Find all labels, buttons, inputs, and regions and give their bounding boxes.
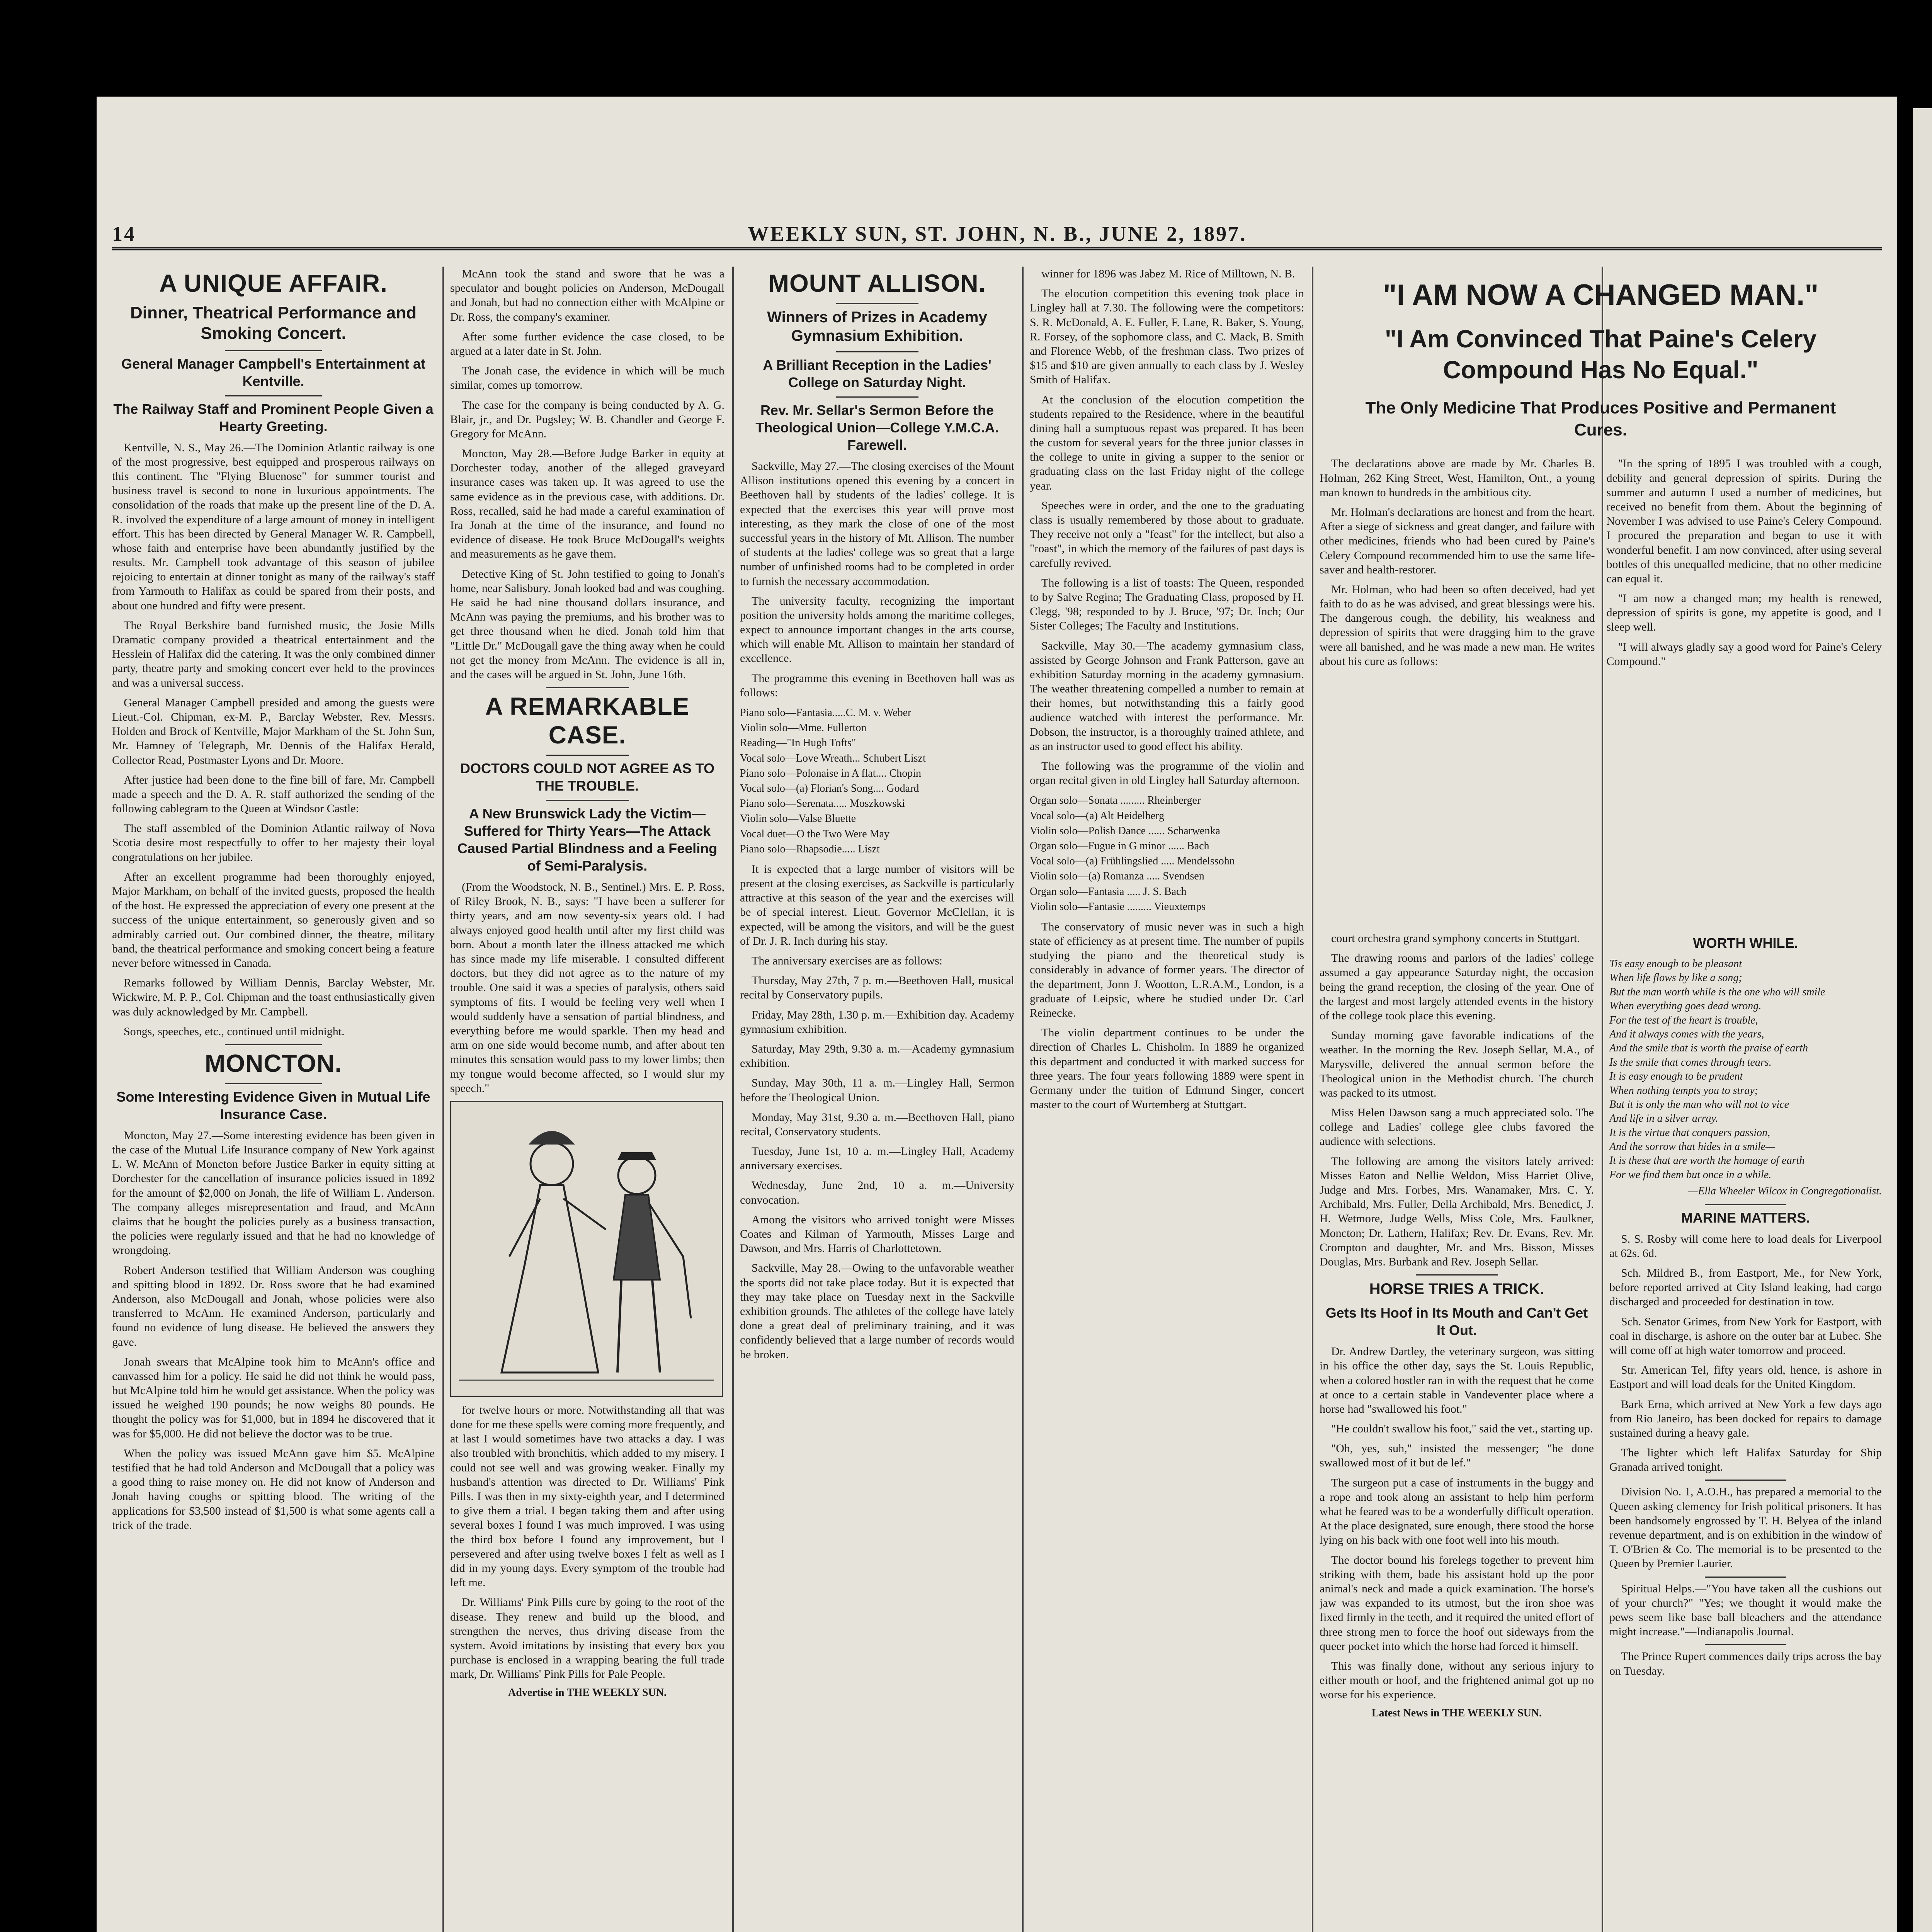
divider xyxy=(546,800,629,801)
article-paragraph: Str. American Tel, fifty years old, hence, is ashore in Eastport and will load deals for the United Kingdom. xyxy=(1609,1364,1882,1391)
poem-line: It is the virtue that conquers passion, xyxy=(1609,1126,1770,1139)
column-5 xyxy=(1320,931,1594,1932)
masthead xyxy=(112,220,1882,250)
column-divider xyxy=(1312,267,1313,1932)
schedule-list xyxy=(740,973,1014,1207)
article-paragraph: It is expected that a large number of visitors will be present at the closing exercises, as Sackville is particularly attractive at this season of the year and the exercises will be of special interest. Lieut. Governor McClellan, it is expected, will be among the visitors, and will be the guest of Dr. J. R. Inch during his stay. xyxy=(740,862,1014,947)
article-paragraph: The university faculty, recognizing the important position the university holds among the maritime colleges, expect to announce important changes in the arts course, which will enable Mt. Allison to maintain her standard of excellence. xyxy=(740,594,1014,665)
article-paragraph: Detective King of St. John testified to going to Jonah's home, near Salisbury. Jonah looked bad and was coughing. He said he had nine thousand dollars insurance, and McAnn was paying the premiums, and his brother was to get three thousand when he died. Jonah told him that "Little Dr." McDougall gave the thing away when he could not get the money from McAnn. The evidence is all in, and the cases will be argued in St. John, June 16th. xyxy=(450,567,724,681)
article-paragraph: Sackville, May 27.—The closing exercises of the Mount Allison institutions opened this evening by a concert in Beethoven hall by students of the ladies' college. It is expected that the exercises this year will prove most interesting, as they mark the close of one of the most successful years in the history of Mt. Allison. The number of students at the ladies' college was so great that a large number of unfinished rooms had to be completed in order to furnish the necessary accommodation. xyxy=(740,460,1014,588)
programme-item: Organ solo—Fantasia ..... J. S. Bach xyxy=(1030,885,1187,898)
article-paragraph: Division No. 1, A.O.H., has prepared a memorial to the Queen asking clemency for Irish political prisoners. It has been handsomely engrossed by T. H. Belyea of the inland revenue department, and is on exhibition in the window of T. O'Brien & Co. The memorial is to be presented to the Queen by Premier Laurier. xyxy=(1609,1485,1882,1570)
article-paragraph: winner for 1896 was Jabez M. Rice of Milltown, N. B. xyxy=(1041,267,1295,280)
divider xyxy=(836,351,918,352)
divider xyxy=(1705,1480,1787,1481)
programme-item: Piano solo—Fantasia.....C. M. v. Weber xyxy=(740,707,912,719)
subhead: Some Interesting Evidence Given in Mutual Life Insurance Case. xyxy=(116,1088,430,1122)
poem-line: But the man worth while is the one who will smile xyxy=(1609,986,1825,998)
article-paragraph: Kentville, N. S., May 26.—The Dominion Atlantic railway is one of the most progressive, best equipped and prosperous railways on this continent. The "Flying Bluenose" for summer tourist and business travel is second to none in luxurious appointments. The consolidation of the roads that make up the present line of the D. A. R. involved the expenditure of a large amount of money in intelligent effort. This has been directed by General Manager W. R. Campbell, whose faith and enterprise have been abundantly justified by the results. Mr. Campbell took advantage of this season of jubilee rejoicing to entertain at dinner tonight as many of the railway's staff from Yarmouth to Halifax as could be spared from their posts, and about one hundred and fifty were present. xyxy=(112,441,435,612)
newspaper-title: WEEKLY SUN, ST. JOHN, N. B., JUNE 2, 1897. xyxy=(748,222,1247,245)
article-paragraph: Sunday morning gave favorable indications of the weather. In the morning the Rev. Joseph Sellar, M.A., of Marysville, delivered the annual sermon before the Theological union in the Methodist church. The church was packed to its utmost. xyxy=(1320,1029,1594,1099)
article-paragraph: The following are among the visitors lately arrived: Misses Eaton and Nellie Weldon, Miss Harriet Olive, Judge and Mrs. Forbes, Mrs. Wanamaker, Mrs. C. Y. Archibald, Mrs. Fuller, Della Archibald, Mrs. Benedict, J. H. Wetmore, Judge Wells, Miss Cole, Mrs. Faulkner, Moncton; Dr. Lathern, Halifax; Rev. Dr. Evans, Rev. Mr. Crompton and daughter, Mr. and Mrs. Bisson, Misses Douglas, Mrs. Burbank and Rev. Joseph Sellar. xyxy=(1320,1155,1594,1268)
illustration-drawing xyxy=(451,1102,722,1396)
article-paragraph: (From the Woodstock, N. B., Sentinel.) Mrs. E. P. Ross, of Riley Brook, N. B., says: "I have been a sufferer for thirty years, and am now seventy-six years old. I had always enjoyed good health until after my first child was born. About a month later the illness attacked me which has since made my life miserable. I consulted different doctors, but they did not agree as to the nature of my trouble. One said it was a species of paralysis, others said symptoms of fits. I would be feeling very well when I would suddenly have a sensation of partial blindness, and everything before me would sparkle. Then my head and arm on one side would become numb, and after about ten minutes this sensation would pass to my lower limbs; then my tongue would become affected, so I would slur my speech." xyxy=(450,881,724,1095)
schedule-item: Saturday, May 29th, 9.30 a. m.—Academy gymnasium exhibition. xyxy=(740,1042,1014,1070)
article-paragraph: Sch. Senator Grimes, from New York for Eastport, with coal in discharge, is ashore on the outer bar at Lubec. She will come off at high water tomorrow and proceed. xyxy=(1609,1315,1882,1357)
article-paragraph: court orchestra grand symphony concerts in Stuttgart. xyxy=(1331,932,1580,945)
article-paragraph: The following is a list of toasts: The Queen, responded to by Salve Regina; The Graduating Class, proposed by H. Clegg, '98; responded to by J. Bruce, '97; Dr. Inch; Our Sister Colleges; The Faculty and Institutions. xyxy=(1030,576,1304,633)
programme-item: Reading—"In Hugh Tofts" xyxy=(740,737,856,749)
article-paragraph: The conservatory of music never was in such a high state of efficiency as at present time. The number of pupils studying the piano and the theoretical study is considerably in advance of former years. The director of the department, Jonn J. Wootton, L.R.A.M., London, is a graduate of Leipsic, where he studied under Dr. Carl Reinecke. xyxy=(1030,920,1304,1019)
article-paragraph: Speeches were in order, and the one to the graduating class is usually remembered by those about to graduate. They receive not only a "feast" for the intellect, but also a "roast", in which the memory of the failures of past days is carefully revived. xyxy=(1030,499,1304,570)
illustration-couple xyxy=(450,1101,723,1397)
article-paragraph: After some further evidence the case closed, to be argued at a later date in St. John. xyxy=(450,330,724,357)
schedule-item: Thursday, May 27th, 7 p. m.—Beethoven Hall, musical recital by Conservatory pupils. xyxy=(740,974,1014,1002)
column-1 xyxy=(112,267,435,1932)
poem-line: And the smile that is worth the praise of earth xyxy=(1609,1042,1808,1054)
ad-paragraph: The declarations above are made by Mr. Charles B. Holman, 262 King Street, West, Hamilton, Ont., a young man known to hundreds in the ambitious city. xyxy=(1320,457,1595,499)
schedule-item: Sunday, May 30th, 11 a. m.—Lingley Hall, Sermon before the Theological Union. xyxy=(740,1077,1014,1104)
poem-line: It is these that are worth the homage of earth xyxy=(1609,1155,1805,1167)
article-paragraph: Sackville, May 30.—The academy gymnasium class, assisted by George Johnson and Frank Patterson, gave an exhibition Saturday morning in the academy gymnasium. The weather threatening compelled a number to remain at their homes, but notwithstanding this a fairly good audience watched with interest the performance. Mr. Dobson, the instructor, is a thoroughly trained athlete, and as an instructor used to good effect his ability. xyxy=(1030,639,1304,753)
programme-item: Violin solo—Fantasie ......... Vieuxtemps xyxy=(1030,900,1206,913)
article-paragraph: "Oh, yes, suh," insisted the messenger; "he done swallowed most of it but de lef." xyxy=(1320,1442,1594,1469)
article-paragraph: "He couldn't swallow his foot," said the vet., starting up. xyxy=(1331,1422,1593,1435)
divider xyxy=(1416,1274,1498,1276)
latest-news-notice: Latest News in THE WEEKLY SUN. xyxy=(1371,1707,1542,1719)
recital-programme xyxy=(1030,793,1304,914)
ad-paragraph: "In the spring of 1895 I was troubled with a cough, debility and general depression of spirits. During the summer and autumn I used a number of medicines, but received no benefit from them. About the beginning of November I was advised to use Paine's Celery Compound. I procured the preparation and began to use it with wonderful benefit. I am now convinced, after using several bottles of this unequalled medicine, that no other medicine can equal it. xyxy=(1606,457,1882,585)
article-paragraph: Miss Helen Dawson sang a much appreciated solo. The college and Ladies' college glee clubs favored the audience with selections. xyxy=(1320,1106,1594,1148)
article-paragraph: The Prince Rupert commences daily trips across the bay on Tuesday. xyxy=(1609,1650,1882,1677)
article-paragraph: Robert Anderson testified that William Anderson was coughing and spitting blood in 1892. Dr. Ross swore that he had examined Anderson, also McDougall and Jonah, whose policies were also transferred to McAnn. He examined Anderson, particularly and found no evidence of lung disease. He believed the answers they gave. xyxy=(112,1264,435,1349)
headline-marine-matters: MARINE MATTERS. xyxy=(1681,1209,1810,1226)
article-paragraph: The violin department continues to be under the direction of Charles L. Chisholm. In 1889 he organized this department and conducted it with marked success for three years. The four years following 1889 were spent in Germany under the tuition of Edmund Singer, concert master to the court of Wurtemberg at Stuttgart. xyxy=(1030,1026,1304,1111)
article-paragraph: The elocution competition this evening took place in Lingley hall at 7.30. The following were the competitors: S. R. McDonald, A. E. Fuller, F. Lane, R. Baker, S. Young, R. Forsey, of the sophomore class, and C. Mack, B. Smith and Florence Webb, of the freshman class. Two prizes of $15 and $10 are given annually to each class by J. Wesley Smith of Halifax. xyxy=(1030,287,1304,386)
ad-paragraph: "I will always gladly say a good word for Paine's Celery Compound." xyxy=(1606,640,1882,668)
article-paragraph: Sackville, May 28.—Owing to the unfavorable weather the sports did not take place today. But it is expected that they may take place on Tuesday next in the Sackville exhibition grounds. The athletes of the college have lately done a great deal of preliminary training, and it was confidently believed that a large number of records would be broken. xyxy=(740,1262,1014,1361)
programme-item: Piano solo—Serenata..... Moszkowski xyxy=(740,798,905,810)
poem-worth-while xyxy=(1609,957,1882,1199)
poem-line: When everything goes dead wrong. xyxy=(1609,1000,1762,1012)
poem-line: It is easy enough to be prudent xyxy=(1609,1070,1743,1083)
ad-subheadline: "I Am Convinced That Paine's Celery Compound Has No Equal." xyxy=(1384,325,1817,384)
headline-mount-allison: MOUNT ALLISON. xyxy=(768,269,986,297)
divider xyxy=(225,395,322,396)
subhead: A Brilliant Reception in the Ladies' College on Saturday Night. xyxy=(763,357,992,390)
schedule-item: Monday, May 31st, 9.30 a. m.—Beethoven Hall, piano recital, Conservatory students. xyxy=(740,1111,1014,1138)
headline-horse-trick: HORSE TRIES A TRICK. xyxy=(1369,1281,1544,1298)
article-paragraph: Dr. Andrew Dartley, the veterinary surgeon, was sitting in his office the other day, says the St. Louis Republic, when a colored hostler ran in with the request that he come at once to a certain stable in Vandeventer place where a horse had "swallowed his foot." xyxy=(1320,1345,1594,1415)
article-paragraph: Sch. Mildred B., from Eastport, Me., for New York, before reported arrived at City Island leaking, had cargo discharged and proceeded for destination in tow. xyxy=(1609,1267,1882,1308)
programme-item: Vocal solo—Love Wreath... Schubert Liszt xyxy=(740,752,926,764)
programme-item: Piano solo—Rhapsodie..... Liszt xyxy=(740,843,880,855)
ad-body xyxy=(1320,456,1882,674)
newspaper-page xyxy=(97,97,1897,1932)
article-paragraph: The staff assembled of the Dominion Atlantic railway of Nova Scotia desire most respectfully to offer to her majesty their loyal congratulations on her jubilee. xyxy=(112,822,435,864)
subhead: Rev. Mr. Sellar's Sermon Before the Theological Union—College Y.M.C.A. Farewell. xyxy=(755,402,999,453)
column-3 xyxy=(740,267,1014,1932)
programme-item: Violin solo—Polish Dance ...... Scharwenka xyxy=(1030,825,1220,837)
article-paragraph: After justice had been done to the fine bill of fare, Mr. Campbell made a speech and the D. A. R. staff authorized the sending of the following cablegram to the Queen at Windsor Castle: xyxy=(112,773,435,815)
programme-item: Piano solo—Polonaise in A flat.... Chopin xyxy=(740,767,922,779)
divider xyxy=(1705,1204,1787,1205)
programme-item: Violin solo—(a) Romanza ..... Svendsen xyxy=(1030,870,1204,883)
subhead: Winners of Prizes in Academy Gymnasium Exhibition. xyxy=(767,309,987,344)
headline-unique-affair: A UNIQUE AFFAIR. xyxy=(159,269,388,297)
ad-paragraph: Mr. Holman, who had been so often deceived, had yet faith to do as he was advised, and great blessings were his. The dangerous cough, the debility, his weakness and depression of spirits that were dragging him to the grave were all banished, and he was made a new man. He writes about his cure as follows: xyxy=(1320,583,1595,668)
poem-line: When life flows by like a song; xyxy=(1609,972,1742,984)
article-paragraph: S. S. Rosby will come here to load deals for Liverpool at 62s. 6d. xyxy=(1609,1232,1882,1260)
article-paragraph: The following was the programme of the violin and organ recital given in old Lingley hall Saturday afternoon. xyxy=(1030,760,1304,787)
programme-item: Vocal solo—(a) Florian's Song.... Godard xyxy=(740,782,919,794)
divider xyxy=(225,350,322,351)
poem-line: Tis easy enough to be pleasant xyxy=(1609,958,1742,970)
article-paragraph: The doctor bound his forelegs together to prevent him striking with them, bade his assistant hold up the poor animal's neck and made a quick examination. The horse's jaw was expanded to its utmost, but the iron shoe was fixed firmly in the teeth, and it required the united effort of three strong men to force the hoof out sideways from the queer pocket into which the horse had forced it himself. xyxy=(1320,1553,1594,1653)
schedule-item: Friday, May 28th, 1.30 p. m.—Exhibition day. Academy gymnasium exhibition. xyxy=(740,1008,1014,1036)
headline-moncton: MONCTON. xyxy=(204,1049,342,1077)
subhead: General Manager Campbell's Entertainment at Kentville. xyxy=(121,355,425,389)
article-paragraph: Spiritual Helps.—"You have taken all the cushions out of your church?" "Yes; we thought it would make the pews seem like base ball bleachers and the attendance might increase."—Indianapolis Journal. xyxy=(1609,1582,1882,1638)
programme-item: Organ solo—Fugue in G minor ...... Bach xyxy=(1030,840,1209,852)
page-number: 14 xyxy=(112,222,136,245)
subhead: Dinner, Theatrical Performance and Smoking Concert. xyxy=(130,303,417,343)
divider xyxy=(225,1044,322,1045)
poem-title: WORTH WHILE. xyxy=(1693,935,1798,951)
poem-line: But it is only the man who will not to vice xyxy=(1609,1098,1789,1111)
article-paragraph: Among the visitors who arrived tonight were Misses Coates and Kilman of Yarmouth, Misses Large and Dawson, and Mrs. Harris of Charlottetown. xyxy=(740,1213,1014,1255)
column-divider xyxy=(442,267,444,1932)
ad-headline: "I AM NOW A CHANGED MAN." xyxy=(1383,279,1819,311)
subhead: The Railway Staff and Prominent People Given a Hearty Greeting. xyxy=(113,401,434,434)
article-paragraph: The anniversary exercises are as follows: xyxy=(752,954,942,967)
poem-line: When nothing tempts you to stray; xyxy=(1609,1084,1758,1097)
subhead: Gets Its Hoof in Its Mouth and Can't Get It Out. xyxy=(1325,1305,1588,1338)
divider xyxy=(836,396,918,398)
article-paragraph: The programme this evening in Beethoven hall was as follows: xyxy=(740,672,1014,699)
divider xyxy=(836,303,918,304)
paines-ad-header xyxy=(1320,267,1882,923)
ad-paragraph: "I am now a changed man; my health is renewed, depression of spirits is gone, my appetite is good, and I sleep well. xyxy=(1606,592,1882,634)
article-paragraph: The case for the company is being conducted by A. G. Blair, jr., and Dr. Pugsley; W. B. Chandler and George F. Gregory for McAnn. xyxy=(450,398,724,440)
programme-item: Vocal solo—(a) Frühlingslied ..... Mendelssohn xyxy=(1030,855,1235,867)
poem-line: And life in a silver array. xyxy=(1609,1112,1718,1125)
article-paragraph: The drawing rooms and parlors of the ladies' college assumed a gay appearance Saturday night, the occasion being the grand reception, the closing of the year. One of the largest and most largely attended events in the history of the college took place this evening. xyxy=(1320,952,1594,1022)
article-paragraph: McAnn took the stand and swore that he was a speculator and bought policies on Anderson, McDougall and Jonah, but had no connection either with McAlpine or Dr. Ross, the company's examiner. xyxy=(450,267,724,323)
programme-item: Vocal duet—O the Two Were May xyxy=(740,828,889,840)
article-paragraph: The Jonah case, the evidence in which will be much similar, comes up tomorrow. xyxy=(450,364,724,392)
article-paragraph: Moncton, May 28.—Before Judge Barker in equity at Dorchester today, another of the alleged graveyard insurance cases was taken up. It was agreed to use the same evidence as in the previous case, with additions. Dr. Ross, recalled, said he had made a careful examination of Ira Jonah at the time of the insurance, and found no evidence of disease. He took Bruce McDougall's weights and measurements as he gave them. xyxy=(450,447,724,561)
schedule-item: Wednesday, June 2nd, 10 a. m.—University convocation. xyxy=(740,1179,1014,1206)
subhead: DOCTORS COULD NOT AGREE AS TO THE TROUBLE. xyxy=(460,760,715,794)
column-divider xyxy=(732,267,734,1932)
poem-line: For the test of the heart is trouble, xyxy=(1609,1014,1758,1026)
schedule-item: Tuesday, June 1st, 10 a. m.—Lingley Hall, Academy anniversary exercises. xyxy=(740,1145,1014,1172)
advertise-notice: Advertise in THE WEEKLY SUN. xyxy=(508,1687,667,1699)
column-divider xyxy=(1022,267,1024,1932)
programme-item: Violin solo—Mme. Fullerton xyxy=(740,722,867,734)
article-paragraph: Jonah swears that McAlpine took him to McAnn's office and canvassed him for a policy. He said he did not think he would pass, but McAlpine told him he would get assistance. When the policy was issued he weighed 190 pounds; he now weighs 80 pounds. He thought the policy was for $1,000, but in 1894 he discovered that it was for $5,000. He did not believe the doctor was to be true. xyxy=(112,1355,435,1440)
article-paragraph: After an excellent programme had been thoroughly enjoyed, Major Markham, on behalf of the invited guests, proposed the health of the host. He expressed the appreciation of every one present at the success of the unique entertainment, so generously given and so admirably carried out. Our combined dinner, the theatre, military band, the theatrical performance and smoking concert being a feature never before witnessed in Canada. xyxy=(112,870,435,969)
programme-item: Organ solo—Sonata ......... Rheinberger xyxy=(1030,794,1201,807)
column-2 xyxy=(450,267,724,1932)
article-paragraph: General Manager Campbell presided and among the guests were Lieut.-Col. Chipman, ex-M. P., Barclay Webster, Rev. Messrs. Holden and Brock of Kentville, Major Markham of the St. John Sun, Mr. Hamney of Telegraph, Mr. Dennis of the Halifax Herald, Collector Read, Postmaster Lyons and Dr. Moore. xyxy=(112,696,435,767)
poem-line: For we find them but once in a while. xyxy=(1609,1168,1772,1181)
article-paragraph: The Royal Berkshire band furnished music, the Josie Mills Dramatic company provided a theatrical entertainment and the Hesslein of Halifax did the catering. It was the only combined dinner party, theatre party and smoking concert ever held to the provinces and was a universal success. xyxy=(112,619,435,689)
divider xyxy=(225,1083,322,1084)
article-paragraph: The surgeon put a case of instruments in the buggy and a rope and took along an assistant to help him perform what he feared was to be a wonderfully difficult operation. At the place designated, sure enough, there stood the horse lying on his back with one foot well into his mouth. xyxy=(1320,1476,1594,1547)
headline-remarkable-case: A REMARKABLE CASE. xyxy=(485,692,690,749)
adjacent-page xyxy=(1913,108,1932,1932)
column-4 xyxy=(1030,267,1304,1932)
poem-line: And it always comes with the years, xyxy=(1609,1028,1764,1040)
article-paragraph: Bark Erna, which arrived at New York a few days ago from Rio Janeiro, has been docked for repairs to damage sustained during a heavy gale. xyxy=(1609,1398,1882,1439)
article-paragraph: Moncton, May 27.—Some interesting evidence has been given in the case of the Mutual Life Insurance company of New York against L. W. McAnn of Moncton before Justice Barker in equity sitting at Dorchester for the cancellation of insurance policies issued in 1892 for the amount of $2,000 on Jonah, the life of William L. Anderson. The company alleges misrepresentation and fraud, and McAnn claims that he bought the policies purely as a business transaction, the policies were regularly issued and that he had no knowledge of wrongdoing. xyxy=(112,1129,435,1257)
article-paragraph: At the conclusion of the elocution competition the students repaired to the Residence, where in the beautiful dining hall a sumptuous repast was prepared. It has been the custom for several years for the three junior classes in the college to unite in giving a supper to the senior or graduating class on the last Friday night of the college year. xyxy=(1030,393,1304,492)
divider xyxy=(546,755,629,756)
poem-line: And the sorrow that hides in a smile— xyxy=(1609,1141,1776,1153)
poem-line: Is the smile that comes through tears. xyxy=(1609,1056,1772,1068)
subhead: A New Brunswick Lady the Victim—Suffered for Thirty Years—The Attack Caused Partial Blindness and a Feeling of Semi-Paralysis. xyxy=(457,806,718,874)
article-paragraph: Remarks followed by William Dennis, Barclay Webster, Mr. Wickwire, M. P. P., Col. Chipman and the toast enthusiastically given was duly acknowledged by Mr. Campbell. xyxy=(112,976,435,1018)
poem-author: —Ella Wheeler Wilcox in Congregationalist. xyxy=(1688,1185,1882,1197)
divider xyxy=(1705,1577,1787,1578)
article-paragraph: for twelve hours or more. Notwithstanding all that was done for me these spells were coming more frequently, and at last I would sometimes have two attacks a day. I was also troubled with bronchitis, which added to my misery. I could not see well and was growing weaker. Finally my husband's attention was directed to Dr. Williams' Pink Pills. I was then in my sixty-eighth year, and I determined to give them a trial. I began taking them and after using several boxes I found I was much improved. I was using the third box before I found any improvement, but I persevered and after using twelve boxes I felt as well as I did in my young days. Every symptom of the trouble had left me. xyxy=(450,1403,724,1589)
programme-item: Vocal solo—(a) Alt Heidelberg xyxy=(1030,810,1165,822)
article-paragraph: The lighter which left Halifax Saturday for Ship Granada arrived tonight. xyxy=(1609,1446,1882,1474)
article-paragraph: Songs, speeches, etc., continued until midnight. xyxy=(124,1025,345,1038)
divider xyxy=(1705,1644,1787,1645)
article-paragraph: Dr. Williams' Pink Pills cure by going to the root of the disease. They renew and build up the blood, and strengthen the nerves, thus driving disease from the system. Avoid imitations by insisting that every box you purchase is enclosed in a wrapping bearing the full trade mark, Dr. Williams' Pink Pills for Pale People. xyxy=(450,1596,724,1681)
divider xyxy=(546,687,629,688)
article-paragraph: When the policy was issued McAnn gave him $5. McAlpine testified that he had told Anderson and McDougall that a policy was a good thing to raise money on. He did not know of Anderson and Jonah having coughs or spitting blood. The writing of the applications for $3,500 instead of $1,500 is what some agents call a trick of the trade. xyxy=(112,1447,435,1532)
article-paragraph: This was finally done, without any serious injury to either mouth or hoof, and the frightened animal got up no worse for his experience. xyxy=(1320,1659,1594,1701)
ad-tagline: The Only Medicine That Produces Positive and Permanent Cures. xyxy=(1365,398,1836,440)
ad-paragraph: Mr. Holman's declarations are honest and from the heart. After a siege of sickness and great danger, and failure with other medicines, friends who had been cured by Paine's Celery Compound recommended him to use the same life-saver and health-restorer. xyxy=(1320,505,1595,576)
column-6 xyxy=(1609,931,1882,1932)
programme-item: Violin solo—Valse Bluette xyxy=(740,813,856,825)
concert-programme xyxy=(740,705,1014,857)
